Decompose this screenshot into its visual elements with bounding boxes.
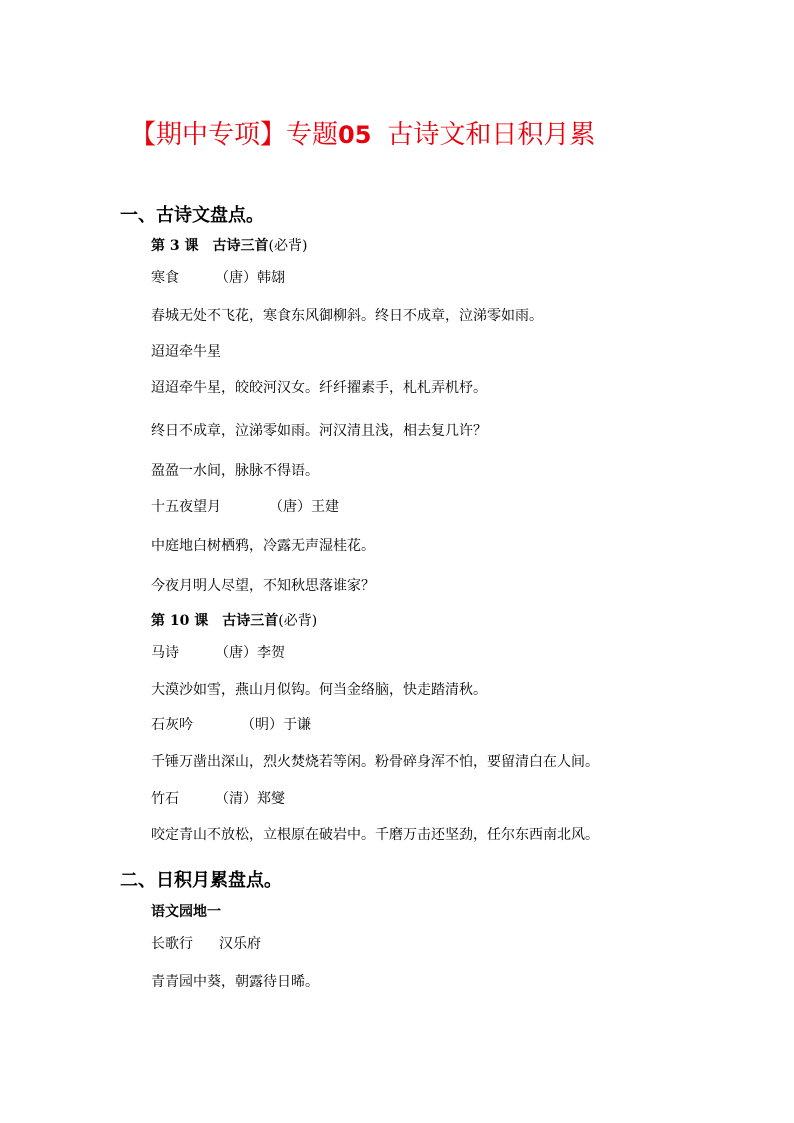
page-title [130, 114, 730, 151]
poem-3-author: （唐）王建 [269, 499, 339, 515]
poem-2-line: 终日不成章，泣涕零如雨。河汉清且浅，相去复几许？ [151, 423, 487, 439]
poem-6-line: 咬定青山不放松，立根原在破岩中。千磨万击还坚劲，任尔东西南北风。 [151, 827, 599, 843]
lesson-3-heading [151, 236, 307, 256]
poem-7-line: 青青园中葵，朝露待日晞。 [151, 974, 319, 990]
poem-3-line: 中庭地白树栖鸦，冷露无声湿桂花。 [151, 538, 375, 554]
poem-7-heading [151, 934, 261, 954]
poem-6-title: 竹石 [151, 791, 179, 807]
poem-5-heading [151, 715, 311, 735]
lesson-3-name: 古诗三首 [212, 238, 269, 254]
lesson-10-note: (必背) [278, 613, 318, 629]
poem-3-heading [151, 497, 339, 517]
poem-2-line: 盈盈一水间，脉脉不得语。 [151, 463, 319, 479]
poem-7-title: 长歌行 [151, 936, 193, 952]
lesson-3-label: 第 3 课 [151, 238, 199, 254]
title-prefix: 【期中专项】专题 [130, 120, 339, 150]
poem-6-heading [151, 789, 285, 809]
poem-4-author: （唐）李贺 [215, 645, 285, 661]
poem-5-line: 千锤万凿出深山，烈火焚烧若等闲。粉骨碎身浑不怕，要留清白在人间。 [151, 754, 599, 770]
poem-5-author: （明）于谦 [241, 717, 311, 733]
poem-1-title: 寒食 [151, 270, 179, 286]
title-number: 05 [338, 121, 372, 149]
poem-4-title: 马诗 [151, 645, 179, 661]
poem-1-line: 春城无处不飞花，寒食东风御柳斜。终日不成章，泣涕零如雨。 [151, 308, 543, 324]
poem-7-author: 汉乐府 [219, 936, 261, 952]
poem-2-title: 迢迢牵牛星 [151, 344, 221, 360]
section-heading-daily: 二、日积月累盘点。 [120, 870, 282, 891]
poem-1-heading [151, 268, 285, 288]
poem-5-title: 石灰吟 [151, 717, 193, 733]
lesson-10-name: 古诗三首 [222, 613, 279, 629]
poem-6-author: （清）郑燮 [215, 791, 285, 807]
poem-1-author: （唐）韩翃 [215, 270, 285, 286]
poem-3-title: 十五夜望月 [151, 499, 221, 515]
poem-4-heading [151, 643, 285, 663]
lesson-3-note: (必背) [268, 238, 308, 254]
lesson-10-heading [151, 611, 317, 631]
poem-4-line: 大漠沙如雪，燕山月似钩。何当金络脑，快走踏清秋。 [151, 682, 487, 698]
section-heading-poems: 一、古诗文盘点。 [120, 205, 264, 226]
poem-2-line: 迢迢牵牛星，皎皎河汉女。纤纤擢素手，札札弄机杼。 [151, 380, 487, 396]
unit-heading: 语文园地一 [151, 904, 221, 920]
poem-3-line: 今夜月明人尽望，不知秋思落谁家？ [151, 578, 375, 594]
title-suffix: 古诗文和日积月累 [387, 120, 596, 150]
lesson-10-label: 第 10 课 [151, 613, 209, 629]
